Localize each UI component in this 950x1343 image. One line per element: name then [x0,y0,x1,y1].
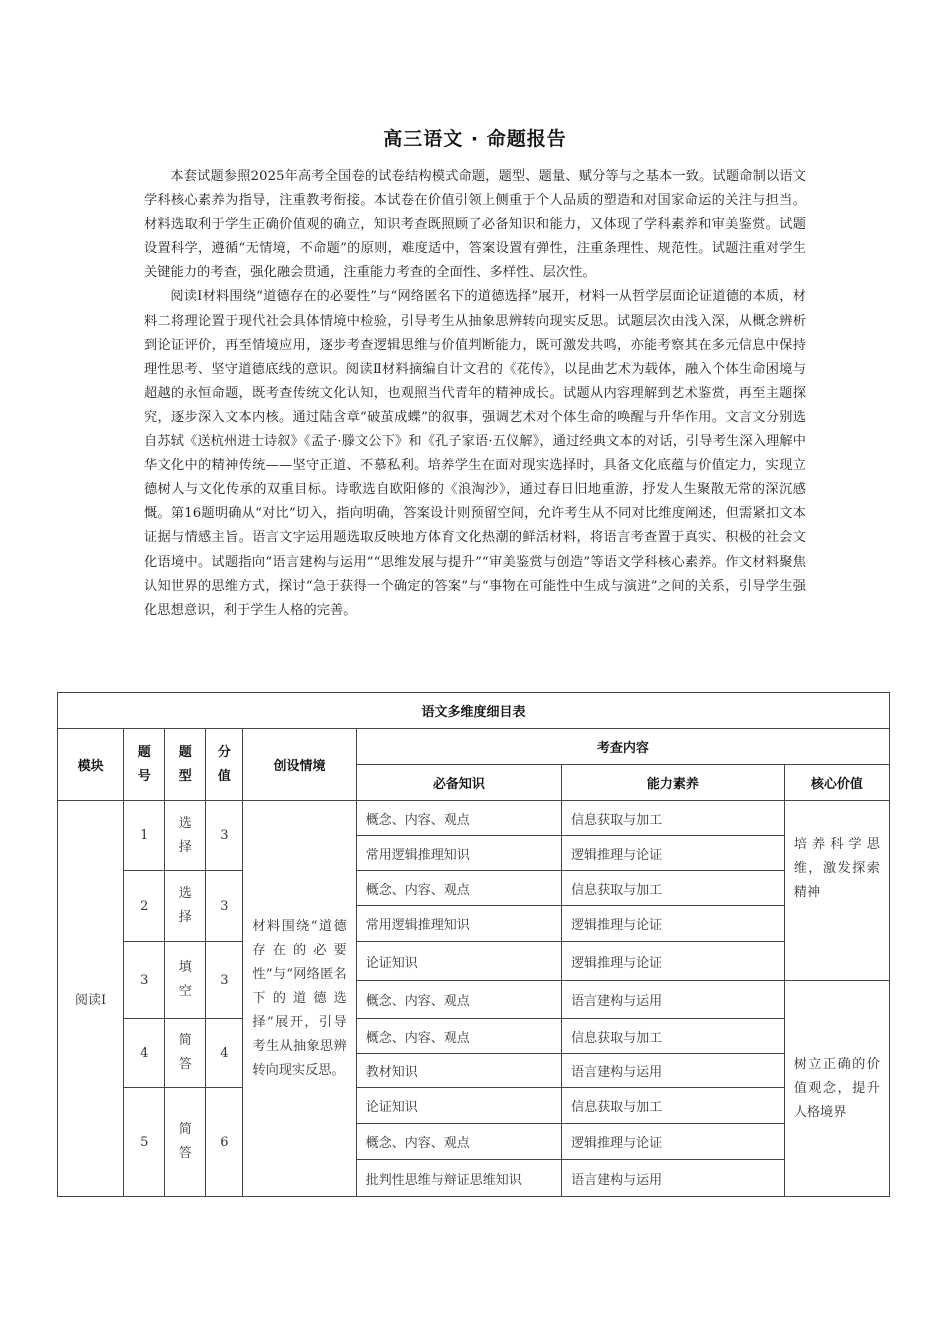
table-row [58,801,890,836]
ability-cell: 信息获取与加工 [562,801,785,836]
table-row [58,871,890,906]
knowledge-cell: 常用逻辑推理知识 [356,836,561,871]
question-number: 2 [124,871,165,942]
ability-cell: 信息获取与加工 [562,1088,785,1124]
header-number: 题号 [124,729,165,801]
spec-table [57,692,890,1197]
module-cell: 阅读Ⅰ [58,801,124,1197]
ability-cell: 逻辑推理与论证 [562,836,785,871]
question-type: 选择 [165,801,206,871]
knowledge-cell: 概念、内容、观点 [356,1019,561,1054]
question-number: 5 [124,1088,165,1197]
core-value-cell: 培养科学思维，激发探索精神 [784,801,889,981]
table-row [58,942,890,981]
question-type: 选择 [165,871,206,942]
page-title: 高三语文 · 命题报告 [383,128,567,150]
header-value: 核心价值 [784,765,889,801]
scenario-cell: 材料围绕“道德存在的必要性”与“网络匿名下的道德选择”展开，引导考生从抽象思辨转向现实反思。 [243,801,356,1197]
header-content: 考查内容 [356,729,889,765]
paragraph: 阅读Ⅰ材料围绕“道德存在的必要性”与“网络匿名下的道德选择”展开，材料一从哲学层面论证道德的本质，材料二将理论置于现代社会具体情境中检验，引导考生从抽象思辨转向现实反思。试题层次由浅入深，从概念辨析到论证评价，再至情境应用，逐步考查逻辑思维与价值判断能力，既可激发共鸣，亦能考察其在多元信息中保持理性思考、坚守道德底线的意识。阅读Ⅱ材料摘编自计文君的《花传》，以昆曲艺术为载体，融入个体生命困境与超越的永恒命题，既考查传统文化认知，也观照当代青年的精神成长。试题从内容理解到艺术鉴赏，再至主题探究，逐步深入文本内核。通过陆含章“破茧成蝶”的叙事，强调艺术对个体生命的唤醒与升华作用。文言文分别选自苏轼《送杭州进士诗叙》《孟子·滕文公下》和《孔子家语·五仪解》，通过经典文本的对话，引导考生深入理解中华文化中的精神传统——坚守正道、不慕私利。培养学生在面对现实选择时，具备文化底蕴与价值定力，实现立德树人与文化传承的双重目标。诗歌选自欧阳修的《浪淘沙》，通过春日旧地重游，抒发人生聚散无常的深沉感慨。第16题明确从“对比”切入，指向明确，答案设计则预留空间，允许考生从不同对比维度阐述，但需紧扣文本证据与情感主旨。语言文字运用题选取反映地方体育文化热潮的鲜活材料，将语言考查置于真实、积极的社会文化语境中。试题指向“语言建构与运用”“思维发展与提升”“审美鉴赏与创造”等语文学科核心素养。作文材料聚焦认知世界的思维方式，探讨“急于获得一个确定的答案”与“事物在可能性中生成与演进”之间的关系，引导学生强化思想意识，利于学生人格的完善。 [144,289,806,618]
knowledge-cell: 批判性思维与辩证思维知识 [356,1160,561,1197]
knowledge-cell: 论证知识 [356,942,561,981]
ability-cell: 逻辑推理与论证 [562,942,785,981]
table-row [58,1019,890,1054]
question-score: 4 [206,1019,243,1088]
core-value-cell: 树立正确的价值观念，提升人格境界 [784,981,889,1197]
header-module: 模块 [58,729,124,801]
ability-cell: 语言建构与运用 [562,1054,785,1088]
question-score: 3 [206,801,243,871]
knowledge-cell: 概念、内容、观点 [356,1124,561,1160]
question-number: 4 [124,1019,165,1088]
header-type: 题型 [165,729,206,801]
question-type: 简答 [165,1019,206,1088]
header-knowledge: 必备知识 [356,765,561,801]
ability-cell: 信息获取与加工 [562,871,785,906]
header-score: 分值 [206,729,243,801]
paragraph: 本套试题参照2025年高考全国卷的试卷结构模式命题，题型、题量、赋分等与之基本一致。试题命制以语文学科核心素养为指导，注重教考衔接。本试卷在价值引领上侧重于个人品质的塑造和对国家命运的关注与担当。材料选取利于学生正确价值观的确立，知识考查既照顾了必备知识和能力，又体现了学科素养和审美鉴赏。试题设置科学，遵循“无情境，不命题”的原则，难度适中，答案设置有弹性，注重条理性、规范性。试题注重对学生关键能力的考查，强化融会贯通，注重能力考查的全面性、多样性、层次性。 [144,169,806,281]
header-ability: 能力素养 [562,765,785,801]
knowledge-cell: 论证知识 [356,1088,561,1124]
ability-cell: 语言建构与运用 [562,1160,785,1197]
table-caption: 语文多维度细目表 [58,693,890,729]
knowledge-cell: 概念、内容、观点 [356,871,561,906]
ability-cell: 语言建构与运用 [562,981,785,1019]
question-number: 3 [124,942,165,1019]
question-score: 6 [206,1088,243,1197]
question-number: 1 [124,801,165,871]
report-body [144,165,806,623]
table-row [58,1088,890,1124]
question-type: 简答 [165,1088,206,1197]
knowledge-cell: 概念、内容、观点 [356,981,561,1019]
ability-cell: 逻辑推理与论证 [562,1124,785,1160]
knowledge-cell: 常用逻辑推理知识 [356,906,561,942]
ability-cell: 逻辑推理与论证 [562,906,785,942]
knowledge-cell: 概念、内容、观点 [356,801,561,836]
knowledge-cell: 教材知识 [356,1054,561,1088]
header-scenario: 创设情境 [243,729,356,801]
ability-cell: 信息获取与加工 [562,1019,785,1054]
question-score: 3 [206,871,243,942]
question-score: 3 [206,942,243,1019]
question-type: 填空 [165,942,206,1019]
